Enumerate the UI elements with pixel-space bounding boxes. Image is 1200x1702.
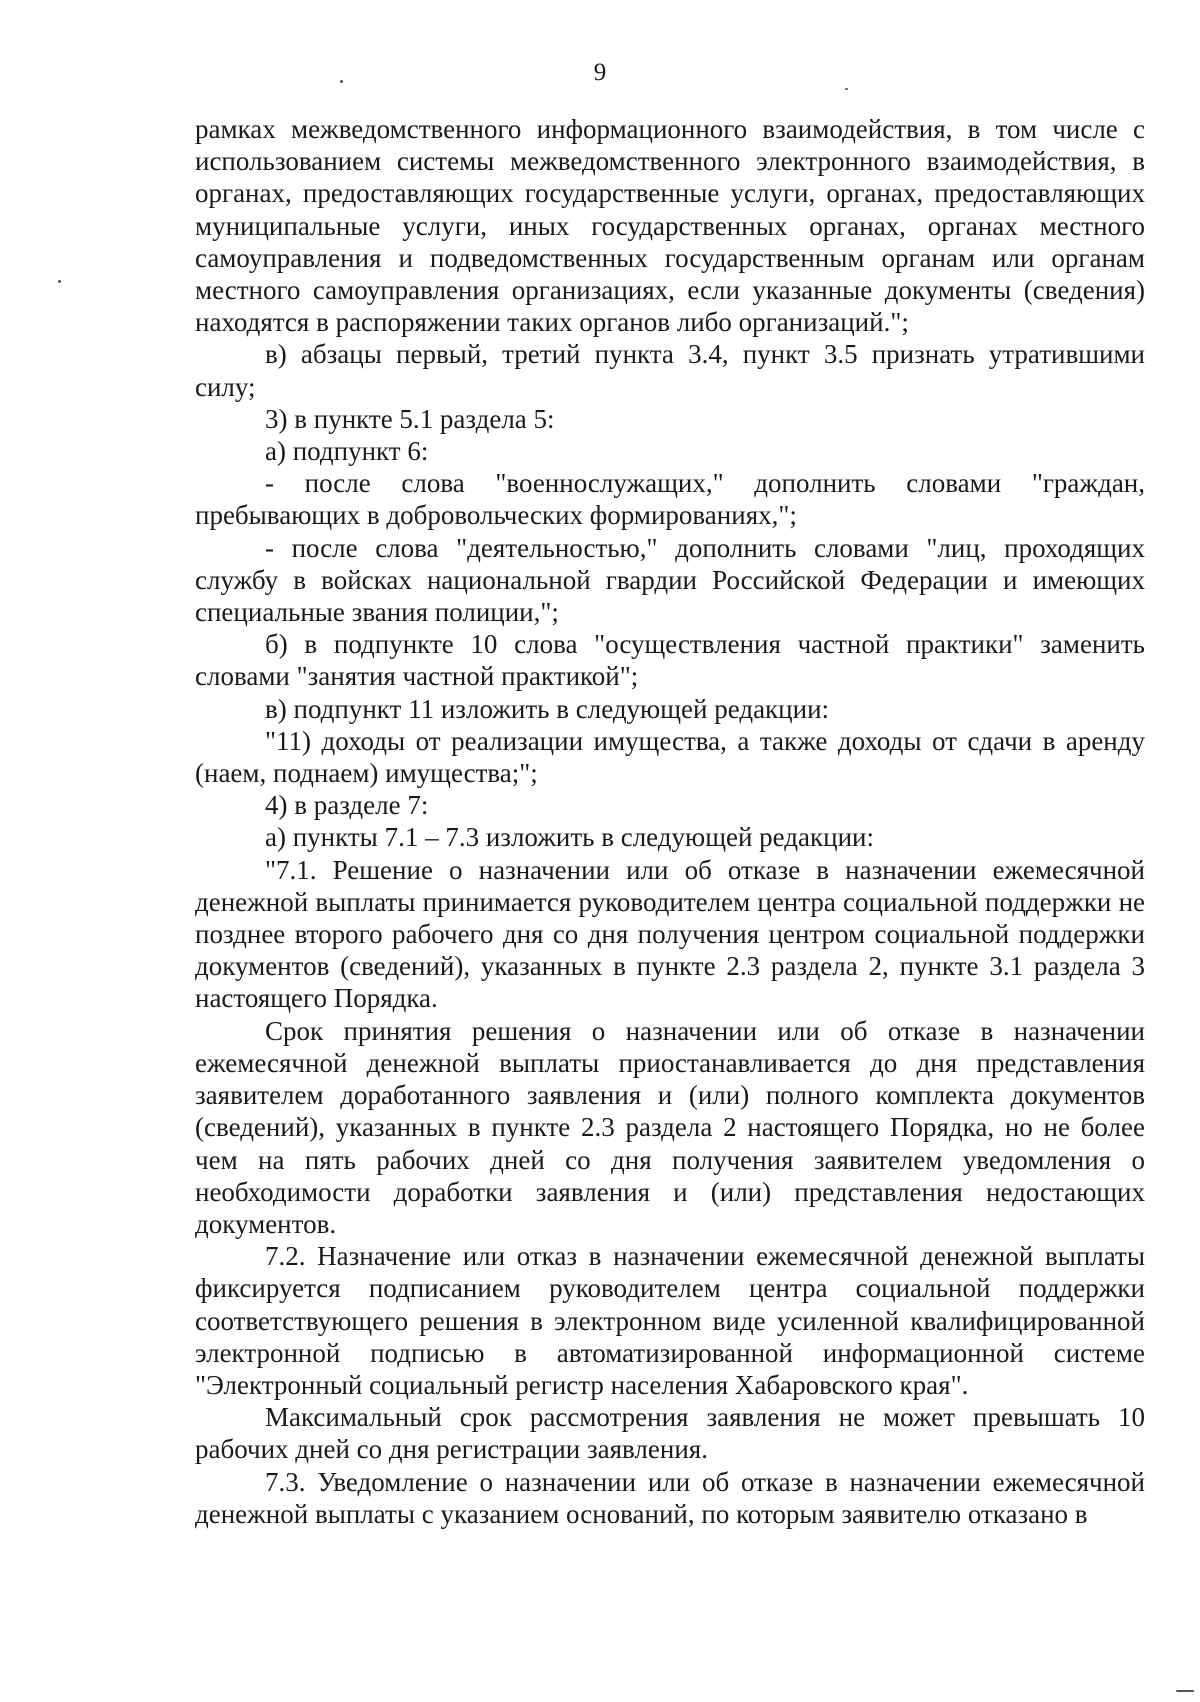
scan-speck bbox=[340, 80, 343, 83]
paragraph: 7.3. Уведомление о назначении или об отказе в назначении ежемесячной денежной выплаты с указанием оснований, по которым заявителю отказано в bbox=[195, 1466, 1145, 1529]
paragraph: в) подпункт 11 изложить в следующей редакции: bbox=[265, 693, 830, 724]
scan-speck bbox=[1176, 1690, 1194, 1692]
paragraph: Срок принятия решения о назначении или об отказе в назначении ежемесячной денежной выплаты приостанавливается до дня представления заявителем доработанного заявления и (или) полного комплекта документов (сведений), указанных в пункте 2.3 раздела 2 настоящего Порядка, но не более чем на пять рабочих дней со дня получения заявителем уведомления о необходимости доработки заявления и (или) представления недостающих документов. bbox=[195, 1015, 1145, 1239]
paragraph: - после слова "деятельностью," дополнить словами "лиц, проходящих службу в войсках национальной гвардии Российской Федерации и имеющих специальные звания полиции,"; bbox=[195, 532, 1145, 628]
paragraph: а) подпункт 6: bbox=[265, 436, 429, 467]
paragraph: а) пункты 7.1 – 7.3 изложить в следующей редакции: bbox=[265, 822, 874, 853]
paragraph: - после слова "военнослужащих," дополнить словами "граждан, пребывающих в добровольческих формированиях,"; bbox=[195, 468, 1145, 531]
paragraph: 4) в разделе 7: bbox=[265, 790, 429, 821]
page-number: 9 bbox=[593, 59, 607, 86]
paragraph: б) в подпункте 10 слова "осуществления частной практики" заменить словами "занятия частной практикой"; bbox=[195, 629, 1145, 692]
scan-speck bbox=[58, 280, 61, 283]
paragraph: 3) в пункте 5.1 раздела 5: bbox=[265, 403, 555, 434]
paragraph: "11) доходы от реализации имущества, а также доходы от сдачи в аренду (наем, поднаем) имущества;"; bbox=[195, 725, 1145, 789]
document-body bbox=[195, 113, 1145, 1530]
paragraph: 7.2. Назначение или отказ в назначении ежемесячной денежной выплаты фиксируется подписанием руководителем центра социальной поддержки соответствующего решения в электронном виде усиленной квалифицированной электронной подписью в автоматизированной информационной системе "Электронный социальный регистр населения Хабаровского края". bbox=[195, 1241, 1145, 1400]
paragraph: в) абзацы первый, третий пункта 3.4, пункт 3.5 признать утратившими силу; bbox=[195, 339, 1145, 402]
paragraph: рамках межведомственного информационного взаимодействия, в том числе с использованием системы межведомственного электронного взаимодействия, в органах, предоставляющих государственные услуги, органах, предоставляющих муниципальные услуги, иных государственных органах, органах местного самоуправления и подведомственных государственным органам или органам местного самоуправления организациях, если указанные документы (сведения) находятся в распоряжении таких органов либо организаций."; bbox=[195, 114, 1145, 338]
paragraph: "7.1. Решение о назначении или об отказе в назначении ежемесячной денежной выплаты принимается руководителем центра социальной поддержки не позднее второго рабочего дня со дня получения центром социальной поддержки документов (сведений), указанных в пункте 2.3 раздела 2, пункте 3.1 раздела 3 настоящего Порядка. bbox=[195, 854, 1145, 1014]
scan-speck bbox=[845, 88, 848, 90]
paragraph: Максимальный срок рассмотрения заявления не может превышать 10 рабочих дней со дня регистрации заявления. bbox=[195, 1402, 1145, 1465]
